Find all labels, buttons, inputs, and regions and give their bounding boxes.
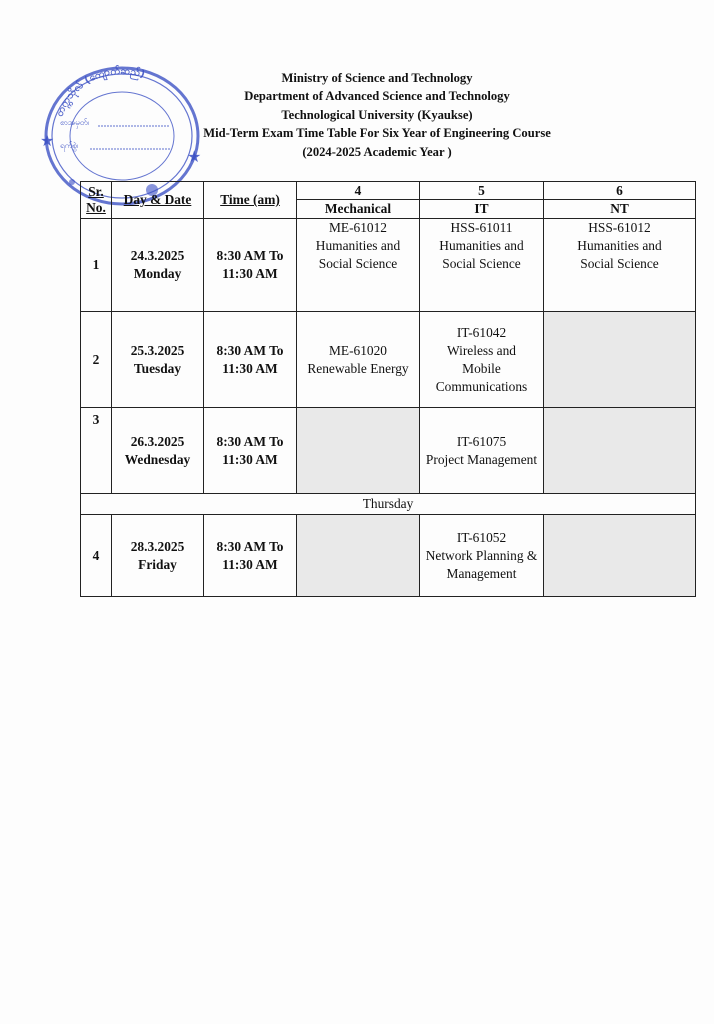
exam-subject-line: Wireless and	[447, 342, 516, 358]
it-header: IT	[420, 200, 544, 219]
mechanical-empty-cell	[297, 515, 420, 597]
thursday-row	[81, 494, 696, 515]
row-sr-no: 3	[81, 408, 112, 494]
nt-empty-cell	[544, 408, 696, 494]
exam-code: HSS-61012	[588, 220, 651, 235]
row-day: Friday	[138, 556, 177, 572]
row-day-date	[112, 408, 204, 494]
table-row	[81, 408, 696, 494]
exam-subject-line: Project Management	[425, 451, 538, 467]
exam-subject-line: Humanities and	[315, 238, 401, 253]
nt-empty-cell	[544, 515, 696, 597]
mechanical-exam-cell	[297, 312, 420, 408]
mechanical-header: Mechanical	[297, 200, 420, 219]
department-title: Department of Advanced Science and Technology	[244, 89, 510, 104]
exam-subject-line: Humanities and	[439, 238, 524, 253]
exam-subject-line: Management	[446, 565, 517, 581]
academic-year: (2024-2025 Academic Year )	[302, 144, 452, 159]
table-row	[81, 515, 696, 597]
mechanical-exam-cell	[297, 219, 420, 312]
row-time-start: 8:30 AM To	[216, 538, 284, 554]
row-sr-no: 4	[81, 515, 112, 597]
row-day-date	[112, 515, 204, 597]
nt-empty-cell	[544, 312, 696, 408]
ministry-title: Ministry of Science and Technology	[281, 71, 473, 85]
sr-label: Sr.	[88, 184, 104, 199]
nt-header: NT	[544, 200, 696, 219]
exam-subject-line: Humanities and	[577, 238, 662, 253]
table-row	[81, 312, 696, 408]
row-day: Tuesday	[133, 360, 182, 376]
exam-code: IT-61042	[456, 324, 507, 340]
row-day: Wednesday	[124, 451, 191, 467]
it-exam-cell	[420, 515, 544, 597]
mechanical-empty-cell	[297, 408, 420, 494]
time-header: Time (am)	[204, 182, 297, 219]
university-title: Technological University (Kyaukse)	[281, 107, 473, 122]
exam-subject-line: Social Science	[318, 256, 398, 271]
nt-exam-cell	[544, 219, 696, 312]
row-date: 24.3.2025	[130, 248, 185, 263]
exam-timetable	[80, 181, 696, 597]
exam-code: HSS-61011	[450, 220, 513, 235]
table-row	[81, 219, 696, 312]
exam-code: IT-61075	[456, 433, 507, 449]
row-time	[204, 408, 297, 494]
row-date: 25.3.2025	[130, 342, 185, 358]
no-label: No.	[86, 200, 106, 215]
it-exam-cell	[420, 312, 544, 408]
row-time-end: 11:30 AM	[222, 266, 278, 281]
stamp-star-right-icon: ★	[187, 149, 202, 166]
row-time-start: 8:30 AM To	[216, 433, 284, 449]
row-time-end: 11:30 AM	[222, 451, 278, 467]
stamp-star-left-icon: ★	[40, 133, 55, 150]
exam-code: IT-61052	[456, 529, 507, 545]
row-time-start: 8:30 AM To	[216, 248, 284, 263]
exam-subject-line: Social Science	[580, 256, 659, 271]
header-row-numbers	[81, 182, 696, 200]
sr-no-header	[81, 182, 112, 219]
row-time	[204, 515, 297, 597]
row-day-date	[112, 219, 204, 312]
exam-subject-line: Network Planning &	[425, 547, 538, 563]
row-date: 26.3.2025	[130, 433, 185, 449]
day-date-header: Day & Date	[112, 182, 204, 219]
it-exam-cell	[420, 408, 544, 494]
timetable-title: Mid-Term Exam Time Table For Six Year of Engineering Course	[203, 126, 551, 141]
row-time	[204, 312, 297, 408]
stamp-line-a: စာအမှတ်၊	[60, 118, 89, 127]
row-sr-no: 2	[81, 312, 112, 408]
row-date: 28.3.2025	[130, 538, 185, 554]
row-time-end: 11:30 AM	[222, 556, 278, 572]
row-day: Monday	[133, 266, 182, 281]
row-sr-no: 1	[81, 219, 112, 312]
row-day-date	[112, 312, 204, 408]
exam-subject-line: Mobile	[462, 360, 501, 376]
svg-text:တက္ကသိုလ် (ကျောက်ဆည်)	[54, 64, 146, 118]
year-4-header: 4	[297, 182, 420, 200]
exam-subject-line: Social Science	[442, 256, 521, 271]
exam-code: ME-61012	[328, 220, 388, 235]
year-5-header: 5	[420, 182, 544, 200]
exam-code: ME-61020	[328, 342, 388, 358]
thursday-label: Thursday	[81, 494, 696, 515]
year-6-header: 6	[544, 182, 696, 200]
row-time-end: 11:30 AM	[222, 360, 278, 376]
exam-subject-line: Communications	[435, 378, 528, 394]
row-time	[204, 219, 297, 312]
document-header	[170, 69, 584, 161]
stamp-line-b: ရက်စွဲ၊	[60, 141, 79, 150]
row-time-start: 8:30 AM To	[216, 342, 284, 358]
stamp-arc-text: တက္ကသိုလ် (ကျောက်ဆည်)	[54, 65, 147, 119]
it-exam-cell	[420, 219, 544, 312]
exam-subject-line: Renewable Energy	[307, 360, 409, 376]
